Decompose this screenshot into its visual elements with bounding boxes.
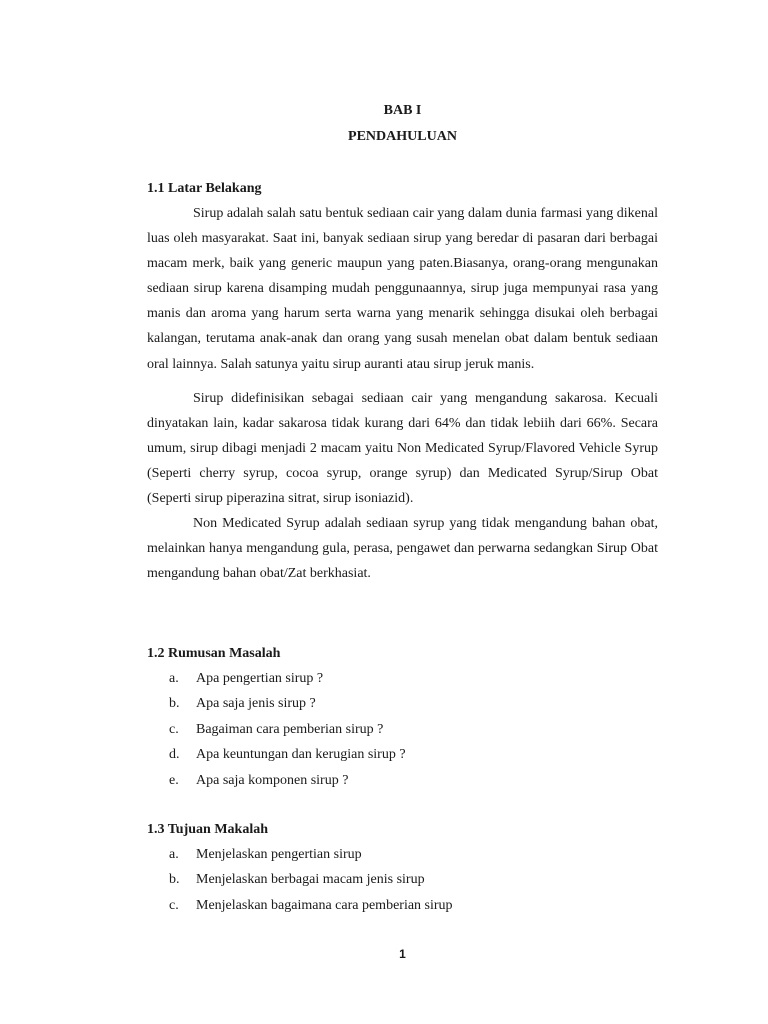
list-marker: a.	[169, 671, 179, 686]
section-heading: 1.1 Latar Belakang	[147, 181, 262, 196]
list-marker: a.	[169, 847, 179, 862]
list-item-text: Menjelaskan pengertian sirup	[196, 847, 362, 862]
list-item	[147, 691, 658, 716]
list-item	[147, 742, 658, 767]
paragraph: Sirup didefinisikan sebagai sediaan cair yang mengandung sakarosa. Kecuali dinyatakan lain, kadar sakarosa tidak kurang dari 64% dan tidak lebiih dari 66%. Secara umum, sirup dibagi menjadi 2 macam yaitu Non Medicated Syrup/Flavored Vehicle Syrup (Seperti cherry syrup, cocoa syrup, orange syrup) dan Medicated Syrup/Sirup Obat (Seperti sirup piperazina sitrat, sirup isoniazid).	[147, 390, 658, 507]
list-item-text: Menjelaskan bagaimana cara pemberian sirup	[196, 897, 453, 913]
list-item-text: Bagaiman cara pemberian sirup ?	[196, 721, 384, 737]
list-item	[147, 666, 658, 691]
list-item-text: Apa saja komponen sirup ?	[196, 772, 349, 788]
list-marker: e.	[169, 772, 179, 788]
list-item	[147, 842, 658, 867]
section-heading: 1.3 Tujuan Makalah	[147, 822, 268, 837]
problem-list	[147, 666, 658, 793]
chapter-label: BAB I	[383, 103, 422, 118]
list-marker: b.	[169, 872, 180, 888]
purpose-list	[147, 842, 658, 918]
list-marker: b.	[169, 696, 180, 712]
list-marker: c.	[169, 897, 179, 913]
list-item-text: Apa saja jenis sirup ?	[196, 696, 316, 712]
section-purpose	[147, 818, 658, 918]
page-number: 1	[399, 947, 406, 961]
list-item	[147, 893, 658, 918]
list-item-text: Apa pengertian sirup ?	[196, 671, 324, 686]
section-heading: 1.2 Rumusan Masalah	[147, 646, 281, 661]
list-item	[147, 717, 658, 742]
list-item-text: Apa keuntungan dan kerugian sirup ?	[196, 747, 406, 763]
paragraph: Sirup adalah salah satu bentuk sediaan cair yang dalam dunia farmasi yang dikenal luas oleh masyarakat. Saat ini, banyak sediaan sirup yang beredar di pasaran dari berbagai macam merk, baik yang generic maupun yang paten.Biasanya, orang-orang mengunakan sediaan sirup karena disamping mudah penggunaannya, sirup juga mempunyai rasa yang manis dan aroma yang harum serta warna yang menarik sehingga disukai oleh berbagai kalangan, terutama anak-anak dan orang yang susah menelan obat dalam bentuk sediaan oral lainnya. Salah satunya yaitu sirup auranti atau sirup jeruk manis.	[147, 206, 658, 372]
list-marker: c.	[169, 721, 179, 737]
paragraph: Non Medicated Syrup adalah sediaan syrup yang tidak mengandung bahan obat, melainkan hanya mengandung gula, perasa, pengawet dan perwarna sedangkan Sirup Obat mengandung bahan obat/Zat berkhasiat.	[147, 516, 658, 582]
section-problem	[147, 642, 658, 793]
list-item	[147, 867, 658, 892]
list-item	[147, 768, 658, 793]
section-background	[147, 177, 658, 586]
list-item-text: Menjelaskan berbagai macam jenis sirup	[196, 872, 425, 888]
chapter-title: PENDAHULUAN	[348, 129, 457, 144]
list-marker: d.	[169, 747, 180, 763]
